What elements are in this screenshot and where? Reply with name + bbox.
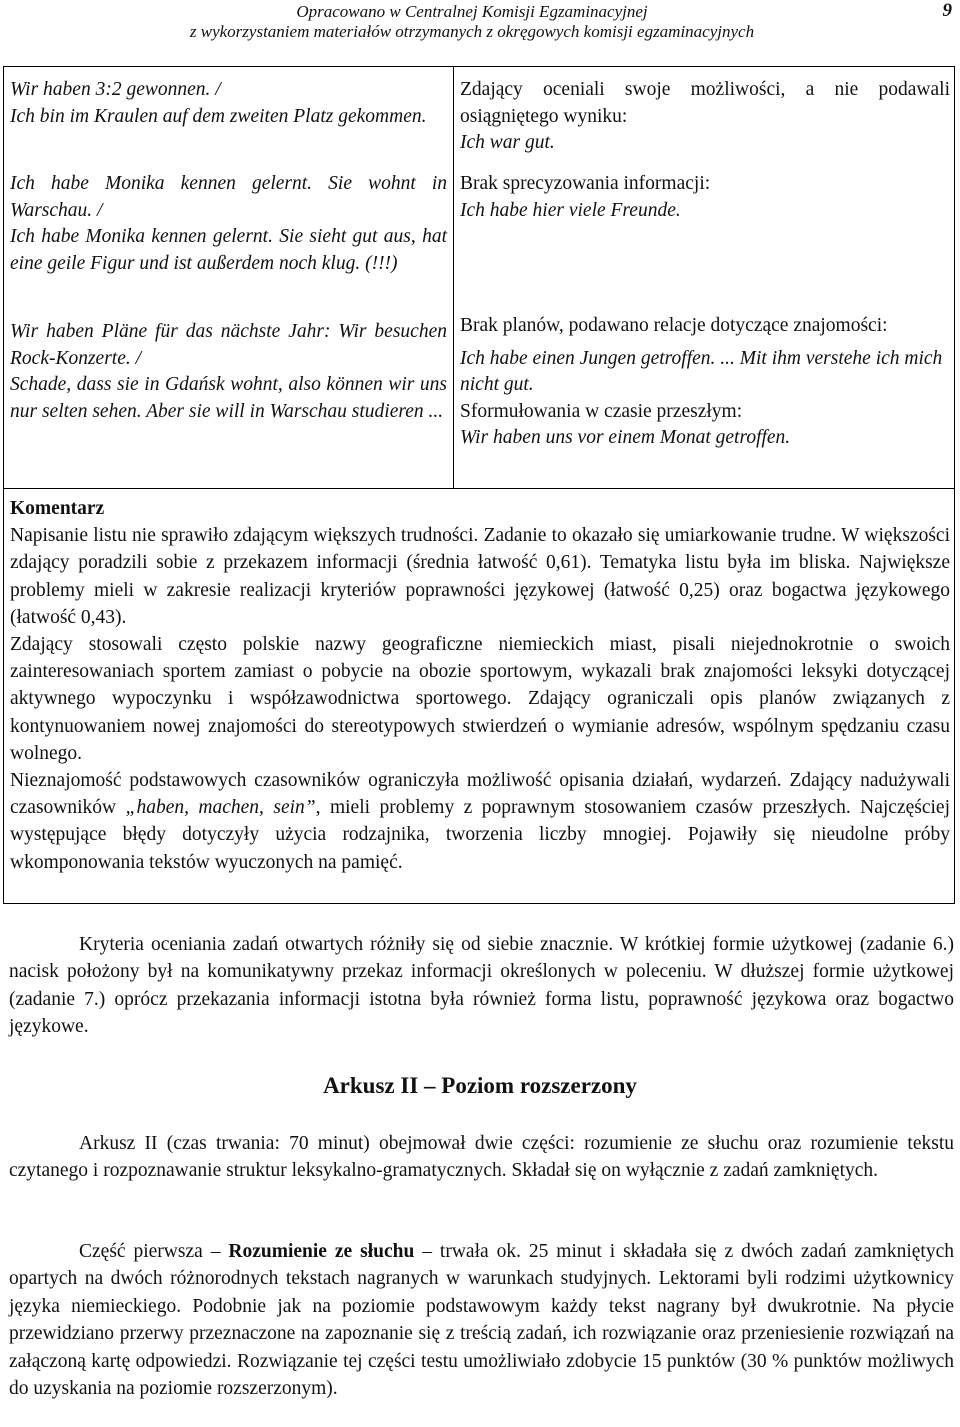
table-row-2-right (460, 171, 950, 224)
comment-section (10, 495, 950, 876)
remark-example: Ich war gut. (460, 132, 555, 153)
remark-example: Wir haben uns vor einem Monat getroffen. (460, 427, 791, 448)
comment-paragraph: Nieznajomość podstawowych czasowników ograniczyła możliwość opisania działań, wydarzeń. Zdający nadużywali czasowników „haben, machen, sein”, mieli problemy z poprawnym stosowaniem czasów przeszłych. Najczęściej występujące błędy dotyczyły użycia rodzajnika, tworzenia liczby mnogiej. Pojawiły się nieudolne próby wkomponowania tekstów wyuczonych na pamięć. (10, 770, 951, 873)
examples-table (3, 66, 955, 904)
part-one-title: Rozumienie ze słuchu (228, 1241, 415, 1262)
comment-title: Komentarz (10, 498, 105, 519)
comment-paragraph: Napisanie listu nie sprawiło zdającym większych trudności. Zadanie to okazało się umiarkowanie trudne. W większości zdający poradzili sobie z przekazem informacji (średnia łatwość 0,61). Tematyka listu była im bliska. Największe problemy mieli w zakresie realizacji kryteriów poprawności językowej (łatwość 0,25) oraz bogactwa językowego (łatwość 0,43). (10, 525, 950, 628)
table-comment-divider (4, 488, 954, 489)
remark-label: Brak sprecyzowania informacji: (460, 173, 711, 194)
verbs-quote: „haben, machen, sein” (125, 797, 316, 819)
example-text: Wir haben Pläne für das nächste Jahr: Wir besuchen Rock-Konzerte. / (10, 321, 447, 369)
comment-paragraph: Zdający stosowali często polskie nazwy geograficzne niemieckich miast, pisali niejednokrotnie o swoich zainteresowaniach sportem zamiast o pobycie na obozie sportowym, wykazali brak znajomości leksyki dotyczącej aktywnego wypoczynku i współzawodnictwa sportowego. Zdający ograniczali opis planów związanych z kontynuowaniem nowej znajomości do stereotypowych stwierdzeń o wymianie adresów, wspólnym spędzaniu czasu wolnego. (10, 634, 950, 764)
table-row-3-right (460, 313, 950, 452)
page-number: 9 (942, 0, 952, 21)
table-row-2-left (10, 171, 447, 277)
table-column-divider (453, 67, 454, 488)
example-text: Ich habe Monika kennen gelernt. Sie sieht gut aus, hat eine geile Figur und ist außerdem noch klug. (!!!) (10, 226, 447, 274)
example-text: Schade, dass sie in Gdańsk wohnt, also können wir uns nur selten sehen. Aber sie will in Warschau studieren ... (10, 374, 447, 422)
remark-label: Zdający oceniali swoje możliwości, a nie podawali osiągniętego wyniku: (460, 79, 950, 127)
section-heading: Arkusz II – Poziom rozszerzony (323, 1073, 637, 1098)
remark-label: Brak planów, podawano relacje dotyczące znajomości: (460, 315, 888, 336)
table-row-1-left (10, 77, 447, 130)
example-text: Wir haben 3:2 gewonnen. / (10, 79, 221, 100)
arkusz-paragraph: Arkusz II (czas trwania: 70 minut) obejmował dwie części: rozumienie ze słuchu oraz rozumienie tekstu czytanego i rozpoznawanie struktur leksykalno-gramatycznych. Składał się on wyłącznie z zadań zamkniętych. (9, 1133, 954, 1182)
header-line-1: Opracowano w Centralnej Komisji Egzaminacyjnej (296, 2, 648, 21)
criteria-paragraph: Kryteria oceniania zadań otwartych różniły się od siebie znacznie. W krótkiej formie użytkowej (zadanie 6.) nacisk położony był na komunikatywny przekaz informacji określonych w poleceniu. W dłuższej formie użytkowej (zadanie 7.) oprócz przekazania informacji istotna była również forma listu, poprawność językowa oraz bogactwo językowe. (9, 934, 954, 1038)
remark-example: Ich habe einen Jungen getroffen. ... Mit ihm verstehe ich mich nicht gut. (460, 347, 943, 395)
header-line-2: z wykorzystaniem materiałów otrzymanych z okręgowych komisji egzaminacyjnych (189, 22, 755, 41)
part-one-paragraph: Część pierwsza – Rozumienie ze słuchu – trwała ok. 25 minut i składała się z dwóch zadań zamkniętych opartych na dwóch różnorodnych tekstach nagranych w warunkach studyjnych. Lektorami byli rodzimi użytkownicy języka niemieckiego. Podobnie jak na poziomie podstawowym każdy tekst nagrany był dwukrotnie. Na płycie przewidziano przerwy przeznaczone na zapoznanie się z treścią zadań, ich rozwiązanie oraz przeniesienie rozwiązań na załączoną kartę odpowiedzi. Rozwiązanie tej części testu umożliwiało zdobycie 15 punktów (30 % punktów możliwych do uzyskania na poziomie rozszerzonym). (9, 1241, 954, 1400)
table-row-3-left (10, 319, 447, 425)
example-text: Ich habe Monika kennen gelernt. Sie wohnt in Warschau. / (10, 173, 447, 221)
page-header (0, 0, 960, 46)
remark-label: Sformułowania w czasie przeszłym: (460, 400, 743, 422)
example-text: Ich bin im Kraulen auf dem zweiten Platz gekommen. (10, 105, 427, 127)
remark-example: Ich habe hier viele Freunde. (460, 199, 681, 221)
table-row-1-right (460, 77, 950, 157)
